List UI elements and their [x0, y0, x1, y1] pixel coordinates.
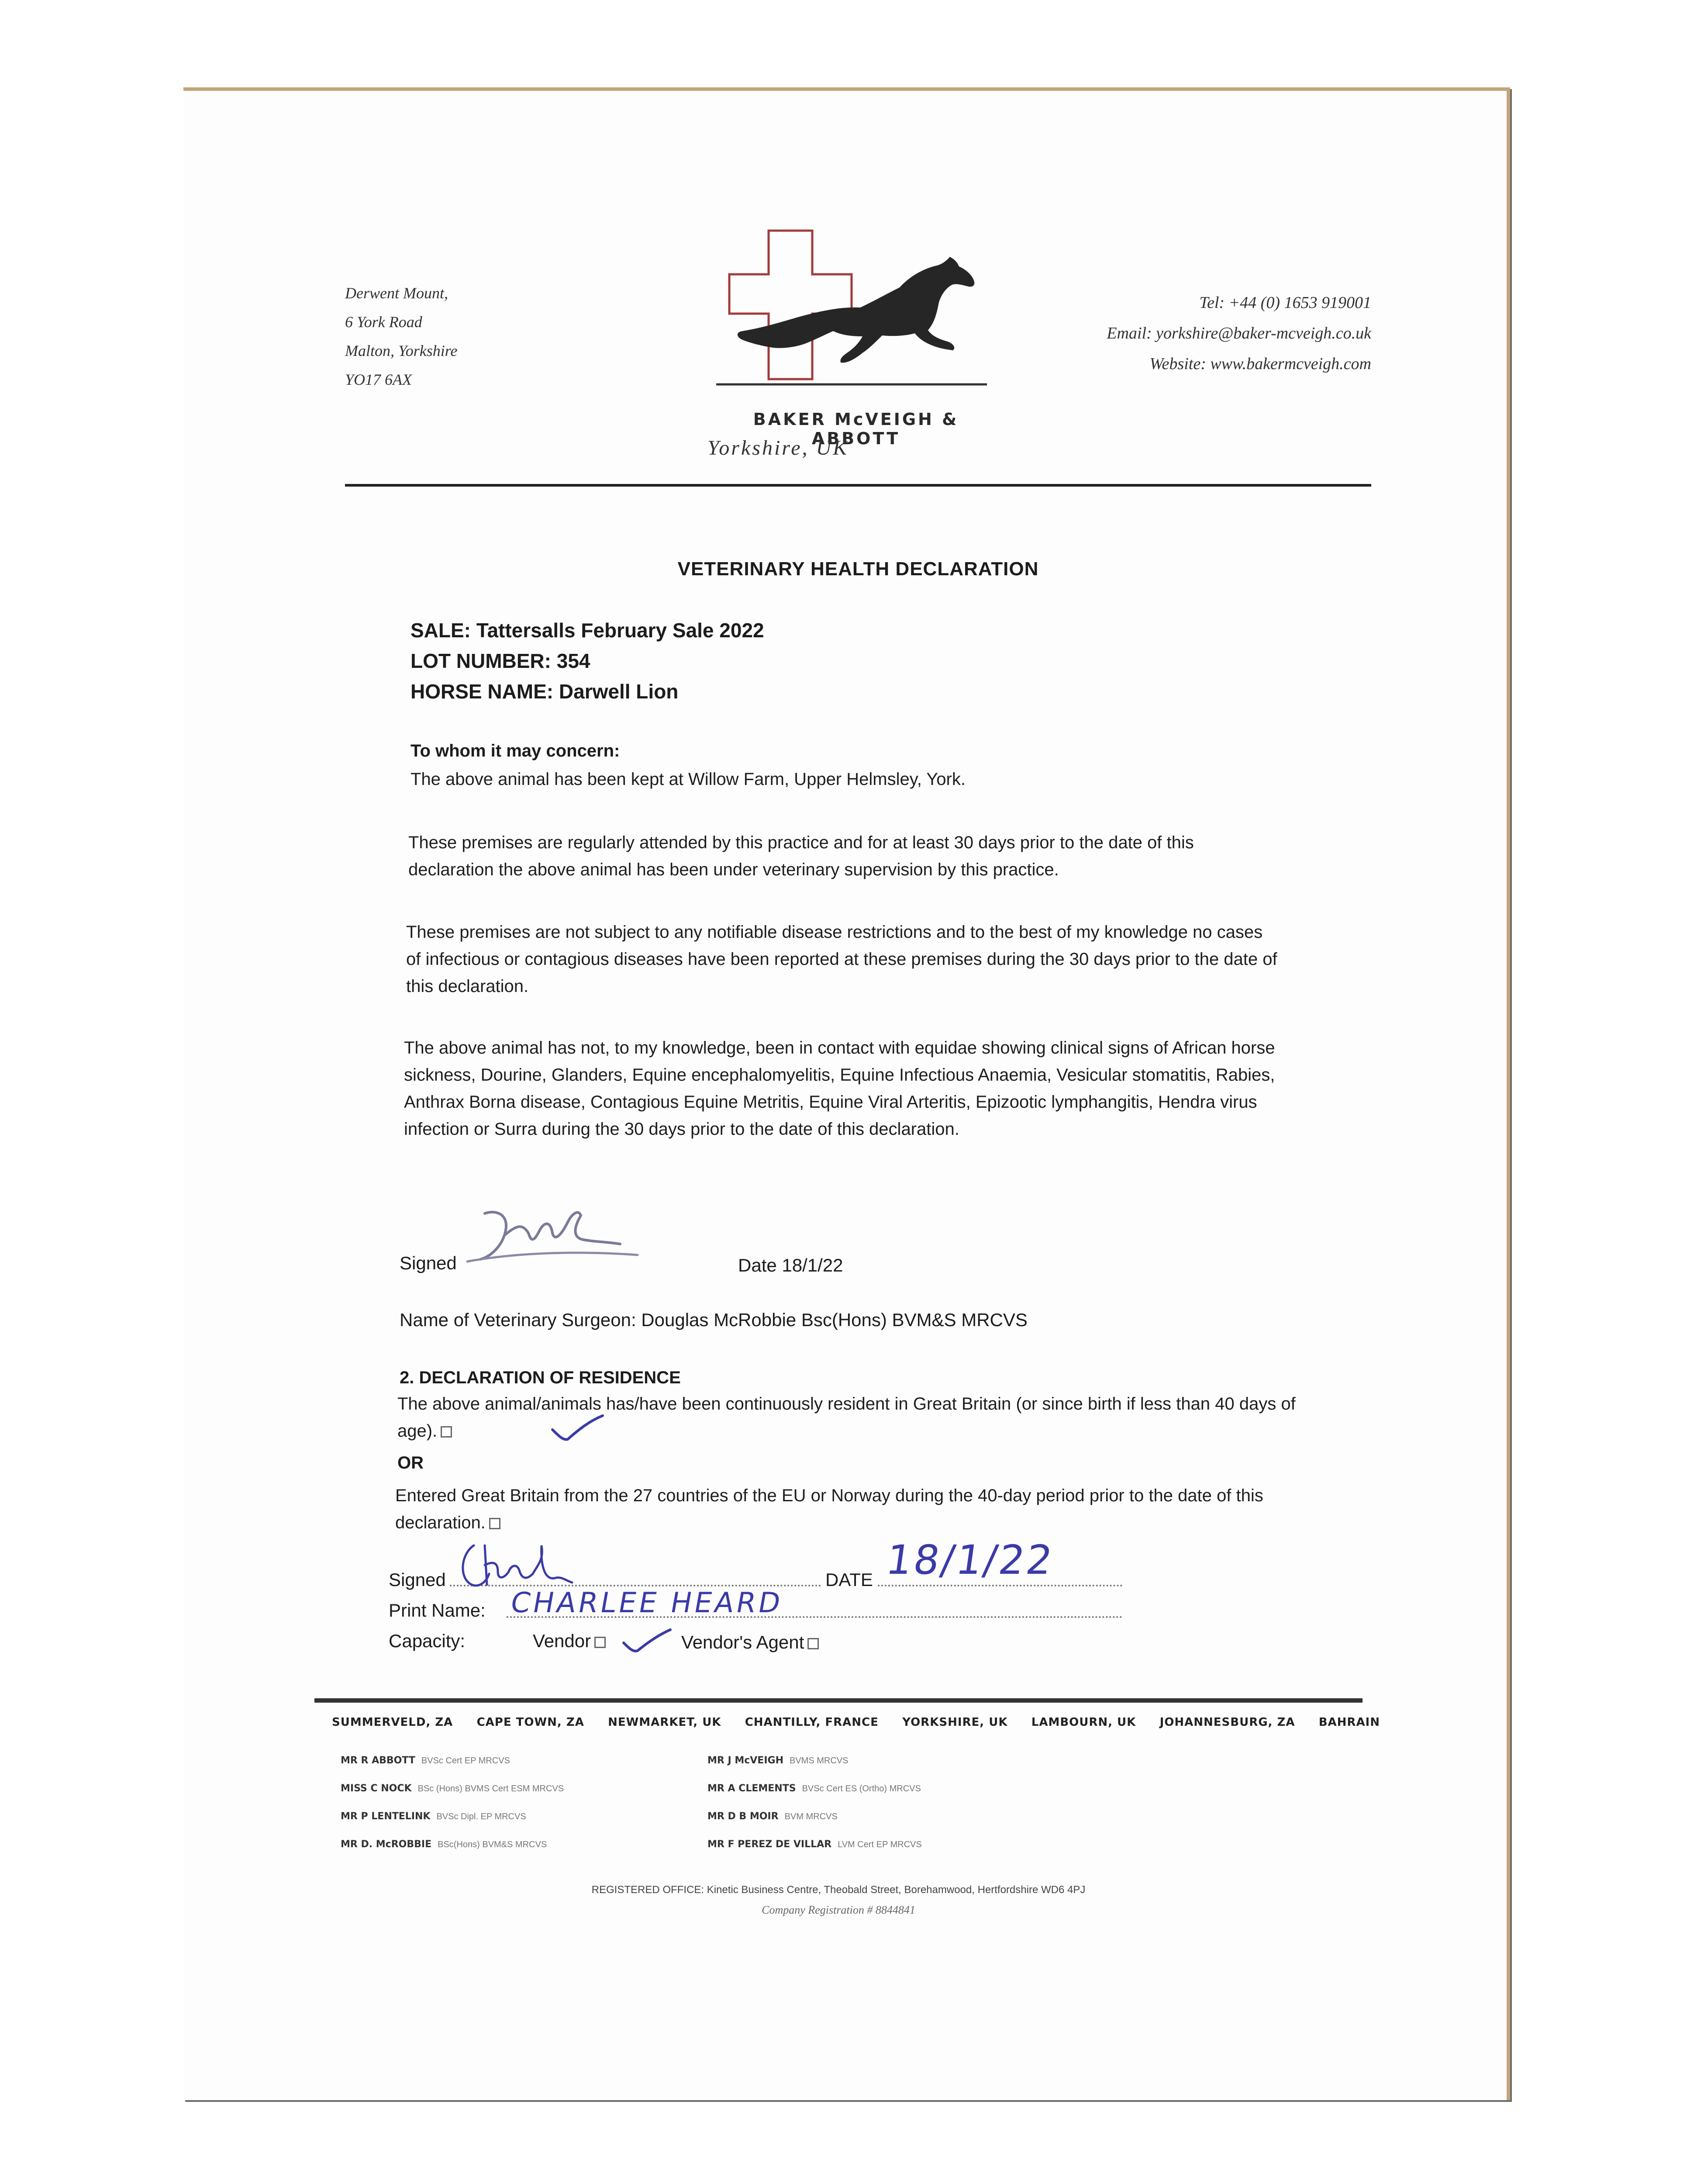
residence-heading: 2. DECLARATION OF RESIDENCE — [400, 1368, 681, 1387]
location: LAMBOURN, UK — [1031, 1716, 1136, 1729]
horse-name: HORSE NAME: Darwell Lion — [411, 680, 679, 703]
address-line: Malton, Yorkshire — [345, 342, 458, 359]
footer-divider — [314, 1698, 1363, 1703]
staff-list-right — [707, 1755, 1101, 1867]
staff-entry — [341, 1839, 699, 1867]
staff-entry — [341, 1811, 699, 1839]
horse-silhouette — [738, 257, 975, 363]
vet-signed-label: Signed — [400, 1253, 457, 1273]
staff-quals: BVMS MRCVS — [789, 1756, 849, 1766]
capacity-vendor-agent — [681, 1632, 819, 1653]
residence-option-1-checkbox[interactable] — [441, 1426, 452, 1438]
vendor-date-line — [878, 1585, 1122, 1586]
residence-option-2 — [395, 1482, 1295, 1536]
print-name-value: CHARLEE HEARD — [508, 1587, 786, 1619]
staff-name: MR P LENTELINK — [341, 1811, 431, 1822]
residence-option-1-text: The above animal/animals has/have been continuously resident in Great Britain (or since birth if less than 40 days of age). — [397, 1394, 1296, 1441]
vendor-date-label: DATE — [825, 1569, 873, 1590]
lot-number: LOT NUMBER: 354 — [411, 650, 590, 672]
residence-option-1 — [397, 1390, 1297, 1444]
vendor-option-label: Vendor — [533, 1631, 591, 1651]
location: JOHANNESBURG, ZA — [1159, 1716, 1295, 1729]
address-line: YO17 6AX — [345, 371, 412, 388]
staff-entry — [707, 1783, 1101, 1811]
practice-logo — [716, 222, 987, 397]
staff-name: MR D B MOIR — [707, 1811, 779, 1822]
header-divider — [345, 484, 1371, 487]
contact-phone: Tel: +44 (0) 1653 919001 — [1199, 294, 1371, 312]
registered-office: REGISTERED OFFICE: Kinetic Business Centre, Theobald Street, Borehamwood, Hertfordshire WD6 4PJ — [591, 1884, 1086, 1896]
brand-name: BAKER McVEIGH & ABBOTT — [753, 410, 959, 448]
vet-signature-image — [463, 1196, 646, 1275]
address-line: 6 York Road — [345, 313, 422, 331]
staff-name: MR R ABBOTT — [341, 1755, 415, 1766]
staff-quals: BVM MRCVS — [784, 1812, 838, 1821]
vendor-signed-label: Signed — [389, 1569, 446, 1590]
residence-option-2-checkbox[interactable] — [489, 1518, 500, 1529]
or-label: OR — [397, 1453, 424, 1472]
location: BAHRAIN — [1318, 1716, 1380, 1729]
staff-quals: LVM Cert EP MRCVS — [838, 1840, 922, 1849]
address-line: Derwent Mount, — [345, 284, 448, 302]
vendor-agent-checkbox[interactable] — [807, 1638, 819, 1649]
staff-entry — [707, 1755, 1101, 1783]
capacity-vendor — [533, 1631, 606, 1652]
equidae-contact-paragraph: The above animal has not, to my knowledge, been in contact with equidae showing clinical signs of African horse sickness, Dourine, Glanders, Equine encephalomyelitis, Equine Infectious Anaemia, Vesicular stomatitis, Rabies, Anthrax Borna disease, Contagious Equine Metritis, Equine Viral Arteritis, Epizootic lymphangitis, Hendra virus infection or Surra during the 30 days prior to the date of this declaration. — [404, 1038, 1275, 1139]
staff-quals: BSc (Hons) BVMS Cert ESM MRCVS — [417, 1784, 564, 1794]
staff-quals: BSc(Hons) BVM&S MRCVS — [438, 1840, 547, 1849]
location: CAPE TOWN, ZA — [476, 1716, 584, 1729]
disease-restrictions-paragraph: These premises are not subject to any notifiable disease restrictions and to the best of my knowledge no cases of infectious or contagious diseases have been reported at these premises during the 30 days prior to the date of this declaration. — [406, 923, 1277, 996]
document-title: VETERINARY HEALTH DECLARATION — [677, 558, 1039, 580]
location: SUMMERVELD, ZA — [332, 1716, 453, 1729]
residence-option-1-tick-icon — [548, 1412, 605, 1447]
location: CHANTILLY, FRANCE — [745, 1716, 879, 1729]
document-page — [183, 87, 1510, 2100]
vet-surgeon-name: Name of Veterinary Surgeon: Douglas McRobbie Bsc(Hons) BVM&S MRCVS — [400, 1310, 1028, 1330]
brand-location: Yorkshire, UK — [707, 436, 849, 460]
staff-quals: BVSc Cert EP MRCVS — [421, 1756, 510, 1766]
cross-and-galloping-horse-logo-icon — [716, 222, 987, 397]
salutation: To whom it may concern: — [411, 741, 620, 760]
sale-details — [411, 615, 1109, 707]
company-registration: Company Registration # 8844841 — [762, 1904, 915, 1916]
staff-name: MR D. McROBBIE — [341, 1839, 432, 1850]
sale-name: SALE: Tattersalls February Sale 2022 — [411, 619, 764, 642]
staff-entry — [707, 1811, 1101, 1839]
vendor-agent-option-label: Vendor's Agent — [681, 1632, 804, 1652]
location: NEWMARKET, UK — [608, 1716, 721, 1729]
residence-option-2-text: Entered Great Britain from the 27 countries of the EU or Norway during the 40-day period prior to the date of this declaration. — [395, 1486, 1263, 1532]
premises-paragraph: The above animal has been kept at Willow Farm, Upper Helmsley, York. — [411, 770, 966, 789]
vendor-tick-icon — [620, 1626, 673, 1657]
location: YORKSHIRE, UK — [902, 1716, 1008, 1729]
vendor-date-value: 18/1/22 — [883, 1537, 1057, 1583]
office-locations — [332, 1716, 1380, 1729]
staff-name: MR J McVEIGH — [707, 1755, 783, 1766]
vet-signature-date: Date 18/1/22 — [738, 1255, 843, 1275]
red-cross-outline — [729, 231, 852, 379]
staff-quals: BVSc Dipl. EP MRCVS — [436, 1812, 526, 1821]
staff-name: MISS C NOCK — [341, 1783, 412, 1794]
contact-email: Email: yorkshire@baker-mcveigh.co.uk — [1107, 324, 1371, 342]
capacity-label: Capacity: — [389, 1631, 466, 1651]
staff-entry — [707, 1839, 1101, 1867]
staff-name: MR F PEREZ DE VILLAR — [707, 1839, 832, 1850]
staff-name: MR A CLEMENTS — [707, 1783, 796, 1794]
vendor-signature-image — [454, 1537, 576, 1593]
supervision-paragraph: These premises are regularly attended by this practice and for at least 30 days prior to the date of this declaration the above animal has been under veterinary supervision by this practice. — [408, 833, 1194, 879]
contact-website: Website: www.bakermcveigh.com — [1149, 355, 1371, 373]
staff-list-left — [341, 1755, 699, 1867]
print-name-label: Print Name: — [389, 1600, 486, 1621]
practice-contact — [1004, 287, 1371, 379]
practice-address — [345, 279, 563, 394]
staff-quals: BVSc Cert ES (Ortho) MRCVS — [802, 1784, 921, 1794]
staff-entry — [341, 1755, 699, 1783]
staff-entry — [341, 1783, 699, 1811]
vendor-checkbox[interactable] — [594, 1637, 606, 1648]
